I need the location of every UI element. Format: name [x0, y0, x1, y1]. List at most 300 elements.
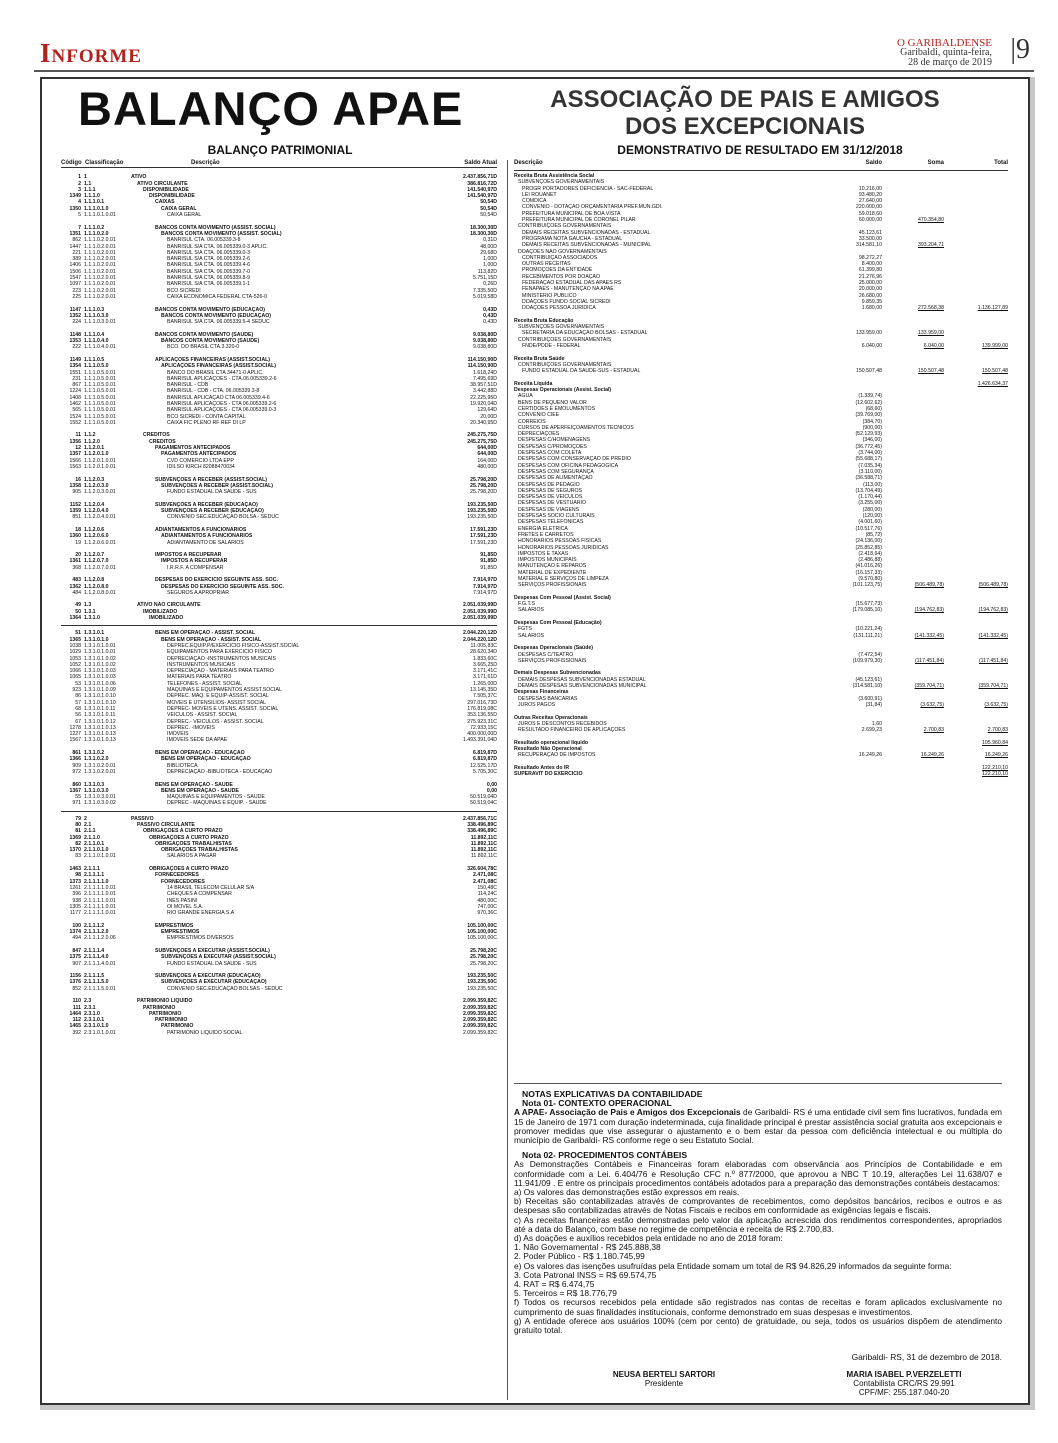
balanco-balance: 193.235,50C — [467, 973, 497, 980]
balanco-classification: 1.1.1.0.4 — [84, 331, 105, 338]
balanco-classification: 1.1.2.0.8.0 — [84, 583, 109, 590]
publication-name: O GARIBALDENSE — [896, 37, 992, 49]
balanco-code: 2 — [78, 180, 81, 187]
balanco-code: 1053 — [69, 655, 81, 662]
section-name: Informe — [40, 38, 142, 68]
balanco-description: ATIVO NÃO CIRCULANTE — [137, 602, 201, 609]
balanco-code: 1354 — [69, 363, 81, 370]
dre-description: OUTRAS RECEITAS — [522, 261, 571, 268]
balanco-description: DEPRECIAÇÃO - MATERIAIS PARA TEATRO — [167, 668, 274, 675]
balanco-description: BANRISUL APLICAÇÕES - CTA 06.005339.2-6 — [167, 400, 277, 407]
balanco-classification: 1.3.1.0.1.0 — [84, 636, 109, 643]
balanco-description: FUNDO ESTADUAL DA SAÚDE - SUS — [167, 960, 257, 967]
balanco-balance: 2.099.359,82C — [462, 1029, 497, 1036]
dre-total: 150.507,48 — [982, 368, 1008, 375]
dre-description: IMPOSTOS MUNICIPAIS — [518, 557, 577, 564]
dre-soma — [882, 771, 944, 777]
organization-title-line-2: DOS EXCEPCIONAIS — [624, 113, 866, 140]
balanco-row — [61, 1030, 497, 1036]
balanco-balance: 2.051.039,99D — [462, 602, 497, 609]
balanco-description: SUBVENÇÕES A EXECUTAR (ASSIST.SOCIAL) — [155, 947, 270, 954]
dre-description: Outras Receitas Operacionais — [514, 714, 588, 721]
balanco-description: BCO SICREDI - CONTA CAPITAL — [167, 413, 246, 420]
balanco-row — [61, 294, 497, 300]
balanco-description: OI MÓVEL S.A. — [167, 903, 204, 910]
frame-shadow-bottom — [40, 1405, 1035, 1410]
balanco-balance: 1,00D — [483, 262, 497, 269]
balanco-classification: 2.1.1.1.1.0.01 — [84, 884, 116, 891]
balanco-code: 923 — [72, 687, 81, 694]
dre-total: 16.249,26 — [984, 752, 1008, 759]
balanco-description: OBRIGAÇÕES A CURTO PRAZO — [149, 834, 229, 841]
balanco-balance: 113,82D — [477, 268, 497, 275]
balanco-balance: 7.914,97D — [473, 583, 497, 590]
dre-saldo: 6.040,00 — [861, 343, 882, 350]
balanco-classification: 2.3.1.0 — [84, 1010, 100, 1017]
balanco-balance: 17.591,23D — [470, 526, 497, 533]
dre-description: MANUTENÇÃO E REPAROS — [518, 563, 587, 570]
balanco-classification: 1.1.2.0.4.0 — [84, 508, 109, 515]
dre-saldo: (52.129,93) — [855, 431, 882, 438]
dre-saldo: (41.016,26) — [855, 563, 882, 570]
balanco-balance: 13.145,35D — [470, 687, 497, 694]
dre-saldo: 98.272,27 — [858, 254, 882, 261]
balanco-code: 19 — [75, 539, 81, 546]
balanco-balance: 38.957,51D — [470, 382, 497, 389]
balanco-balance: 400.000,00D — [467, 731, 497, 738]
dre-saldo: (16.157,33) — [855, 569, 882, 576]
dre-saldo: 9.859,35 — [861, 298, 882, 305]
balanco-description: SUBVENÇÕES A EXECUTAR (EDUCAÇÃO) — [161, 979, 267, 986]
balanco-balance: 5.705,30C — [473, 768, 497, 775]
balanco-classification: 1.3.1.0.3 — [84, 781, 105, 788]
balanco-code: 1563 — [69, 463, 81, 470]
balanco-classification: 2.1.1.1.4 — [84, 947, 105, 954]
balanco-code: 4 — [78, 199, 81, 206]
col-codigo: Código — [61, 160, 82, 166]
balanco-classification: 1.1.1.0.4.0 — [84, 338, 109, 345]
dre-description: DEPRECIAÇÕES — [518, 431, 560, 438]
balanco-classification: 1.3.1.0.1.0.12 — [84, 718, 116, 725]
balanco-code: 1366 — [69, 756, 81, 763]
dre-total: (194.762,83) — [978, 607, 1008, 614]
balanco-classification: 1.3.1.0.1.0.02 — [84, 661, 116, 668]
balanco-balance: 50,54D — [480, 212, 497, 219]
balanco-classification: 2.1.1.1.4.0 — [84, 954, 109, 961]
balanco-description: BANRISUL APLICAÇÕES - CTA 06.005339.0-3 — [167, 407, 277, 414]
signature-president — [574, 1370, 754, 1388]
balanco-balance: 338.496,89C — [467, 828, 497, 835]
balanco-description: SUBVENÇÕES A RECEBER (ASSIST.SOCIAL) — [155, 476, 268, 483]
balanco-balance: 91,85D — [480, 552, 497, 559]
dre-description: DESPESAS COM COLETA — [518, 450, 582, 457]
col-soma: Soma — [927, 160, 944, 166]
balanco-balance: 5.751,15D — [473, 275, 497, 282]
page-title: BALANÇO APAE — [78, 82, 464, 135]
balanco-classification: 1.1.1.0.1.0.01 — [84, 212, 116, 219]
balanco-classification: 1.3.1.0.2 — [84, 750, 105, 757]
balanco-code: 11 — [75, 432, 81, 439]
balanco-row — [61, 769, 497, 775]
balanco-description: PATRIMÔNIO — [155, 1017, 188, 1024]
balanco-code: 1227 — [69, 731, 81, 738]
balanco-description: DEPREC. -IMÓVEIS — [167, 724, 215, 731]
frame-shadow-right — [1030, 77, 1035, 1405]
balanco-classification: 1.1.1.0.2.0.01 — [84, 237, 116, 244]
balanco-description: OBRIGAÇÕES TRABALHISTAS — [161, 847, 238, 854]
dre-soma: (359.704,71) — [914, 683, 944, 690]
balanco-balance: 105.100,00C — [467, 935, 497, 942]
balanco-balance: 338.496,89C — [467, 821, 497, 828]
balanco-description: IMÓVEIS — [167, 731, 189, 738]
dre-total: 122.210,10 — [982, 771, 1008, 778]
balanco-code: 907 — [72, 960, 81, 967]
publication-info — [897, 38, 992, 68]
balanco-balance: 176.819,08C — [467, 705, 497, 712]
note-2-text: As Demonstrações Contábeis e Financeiras foram elaboradas com observância aos Princípios de Contabilidade e em conformidade com a Lei. 6.404/76 e Resolução CFC n.º 877/2000, que aprovou a NBC T 10.19, alterações Lei 11.638/07 e 11.941/09 . E entre os principais procedimentos contábeis adotados para a preparação das demonstrações contábeis destacamos: — [514, 1159, 1002, 1188]
balanco-description: CRÉDITOS — [143, 432, 170, 439]
dre-description: SERVIÇOS PROFISSIONAIS — [518, 657, 587, 664]
balanco-row — [61, 464, 497, 470]
balanco-description: BANRISUL - CDB - CTA. 06.005339.3-8 — [167, 388, 260, 395]
dre-saldo: (131.111,21) — [853, 632, 882, 639]
balanco-balance: 0,31D — [483, 237, 497, 244]
balanco-code: 1406 — [69, 262, 81, 269]
balanco-code: 1224 — [69, 388, 81, 395]
balanco-description: PATRIMÔNIO — [143, 1004, 176, 1011]
balanco-code: 86 — [75, 693, 81, 700]
balanco-row — [61, 615, 497, 621]
note-1-lead: A APAE- Associação de Pais e Amigos dos Excepcionais — [514, 1107, 741, 1118]
balanco-balance: 193.235,50D — [467, 508, 497, 515]
dre-description: RECUPERAÇÃO DE IMPOSTOS — [518, 752, 596, 759]
balanco-classification: 2.1.1.1.1.0.01 — [84, 903, 116, 910]
balanco-description: IMPOSTOS A RECUPERAR — [155, 552, 222, 559]
balanco-description: IMOBILIZADO — [143, 608, 178, 615]
balanco-balance: 2.044.220,12D — [462, 636, 497, 643]
balanco-description: ADIANTAMENTOS A FUNCIONÁRIOS — [155, 526, 247, 533]
page-header — [34, 30, 1034, 70]
balanco-balance: 0,43D — [483, 319, 497, 326]
balanco-balance: 11.005,83C — [470, 642, 497, 649]
balanco-code: 938 — [72, 897, 81, 904]
dre-saldo: (4.001,60) — [858, 519, 882, 526]
balanco-description: DISPONIBILIDADE — [143, 186, 189, 193]
balanco-code: 1367 — [69, 787, 81, 794]
balanco-classification: 1.1.2.0.7.0 — [84, 558, 109, 565]
balanco-description: BANCOS CONTA MOVIMENTO (EDUCAÇÃO) — [155, 306, 265, 313]
balanco-code: 1149 — [69, 356, 81, 363]
balanco-classification: 2.1.1.0.1.0.01 — [84, 853, 116, 860]
balanco-balance: 12.525,17D — [470, 762, 497, 769]
balanco-balance: 50,54D — [480, 205, 497, 212]
balanco-code: 852 — [72, 985, 81, 992]
balanco-row — [61, 590, 497, 596]
demonstrativo-row — [514, 607, 1008, 613]
balanco-description: FUNDO ESTADUAL DA SAÚDE - SUS — [167, 489, 257, 496]
dre-description: BENS DE PEQUENO VALOR — [518, 399, 587, 406]
notes-date: Garibaldi- RS, 31 de dezembro de 2018. — [851, 1352, 1002, 1362]
balanco-code: 1065 — [69, 674, 81, 681]
balanco-balance: 20.340,95D — [470, 419, 497, 426]
note-1-title: Nota 01- CONTEXTO OPERACIONAL — [522, 1098, 672, 1109]
dre-soma: 470.354,80 — [918, 217, 944, 224]
balanco-balance: 19.920,04D — [470, 400, 497, 407]
dre-description: DESPESAS C/HOMENAGENS — [518, 437, 591, 444]
balanco-classification: 2.1.1.0.1.0 — [84, 847, 109, 854]
dre-soma: 2.700,83 — [923, 727, 944, 734]
dre-saldo: (109.979,30) — [852, 657, 882, 664]
dre-saldo: (346,00) — [862, 437, 882, 444]
balanco-code: 494 — [72, 935, 81, 942]
organization-title — [520, 86, 970, 140]
explanatory-notes — [514, 1090, 1002, 1335]
balanco-description: BENS EM OPERAÇÃO - EDUCAÇÃO — [155, 750, 245, 757]
dre-saldo: 61.399,80 — [858, 267, 882, 274]
dre-description: Despesas Com Pessoal (Assist. Social) — [514, 594, 611, 601]
dre-total: (117.451,84) — [978, 657, 1008, 664]
balanco-code: 971 — [72, 800, 81, 807]
balanco-classification: 1.1.2.0.6.0.01 — [84, 539, 116, 546]
dre-saldo: (1.339,74) — [858, 393, 882, 400]
balanco-classification: 1.1.1.0.5.0 — [84, 363, 109, 370]
dre-saldo: (1.170,44) — [858, 494, 882, 501]
balanco-classification: 1.1.1.0.5 — [84, 356, 105, 363]
balanco-classification: 1.1.1.0.4.0.01 — [84, 344, 116, 351]
signature-name: NEUSA BERTELI SARTORI — [612, 1370, 716, 1379]
balanco-classification: 1.3.1.0.1.0.13 — [84, 737, 116, 744]
balanco-balance: 2.099.359,82C — [462, 1010, 497, 1017]
dre-saldo: (179.085,10) — [852, 607, 882, 614]
balanco-classification: 2.1.1.0 — [84, 834, 100, 841]
balanco-description: BENS EM OPERAÇÃO - ASSIST. SOCIAL — [155, 630, 256, 637]
dre-saldo: (55.688,17) — [855, 456, 882, 463]
dre-soma: 150.507,48 — [918, 368, 944, 375]
balanco-classification: 1.3.1.0.1.0.11 — [84, 705, 116, 712]
dre-description: MATERIAL DE EXPEDIENTE — [518, 569, 587, 576]
dre-total: (359.704,71) — [978, 683, 1008, 690]
balanco-description: PATRIMÔNIO — [161, 1023, 194, 1030]
balanco-balance: 7.505,37C — [473, 693, 497, 700]
dre-soma: 6.040,00 — [923, 343, 944, 350]
balanco-classification: 1.3.1.0.2.0.01 — [84, 768, 116, 775]
balanco-balance: 11.892,11C — [470, 847, 497, 854]
balanco-balance: 747,00C — [477, 903, 497, 910]
demonstrativo-table — [514, 160, 1008, 778]
balanco-description: INSTRUMENTOS MUSICAIS — [167, 661, 235, 668]
balanco-description: CHEQUES A COMPENSAR — [167, 891, 232, 898]
balanco-balance: 1.833,60C — [473, 655, 497, 662]
col-descricao: Descrição — [191, 160, 220, 166]
dre-description: JUROS PAGOS — [518, 701, 556, 708]
balanco-code: 55 — [75, 794, 81, 801]
dre-saldo: 59.018,60 — [858, 210, 882, 217]
balanco-balance: 245.275,75D — [467, 438, 497, 445]
balanco-code: 847 — [72, 947, 81, 954]
balanco-description: SUBVENÇÕES A EXECUTAR (ASSIST.SOCIAL) — [161, 954, 276, 961]
dre-description: Despesas Operacionais (Saúde) — [514, 645, 593, 652]
dre-description: ENERGIA ELÉTRICA — [518, 525, 568, 532]
balanco-balance: 193.235,50C — [467, 979, 497, 986]
balanco-classification: 1.3 — [84, 602, 92, 609]
balanco-balance: 105.100,00C — [467, 922, 497, 929]
note-item: b) Receitas são contabilizadas através de comprovantes de recebimentos, como depósitos bancários, recibos e outros e as despesas são contabilizadas através de Notas Fiscais e recibos em conformidade as exigências legais e fiscais. — [514, 1196, 1002, 1216]
balanco-classification: 1.3.1.0.1.0.09 — [84, 687, 116, 694]
balanco-code: 1148 — [69, 331, 81, 338]
balanco-balance: 25.798,20D — [470, 476, 497, 483]
dre-description: SALÁRIOS — [518, 607, 544, 614]
balanco-classification: 1.3.1.0.1.0.13 — [84, 724, 116, 731]
balanco-code: 53 — [75, 680, 81, 687]
balanco-balance: 5.019,58D — [473, 293, 497, 300]
balanco-description: IMÓVEIS SEDE DA APAE — [167, 737, 228, 744]
signature-accountant — [814, 1370, 994, 1397]
balanco-code: 83 — [75, 853, 81, 860]
dre-saldo: 133.959,00 — [856, 330, 882, 337]
note-item: 5. Terceiros = R$ 18.776,79 — [514, 1288, 617, 1299]
balanco-balance: 7.914,97D — [473, 577, 497, 584]
balanco-description: PATRIMONIO LIQUIDO SOCIAL — [167, 1029, 243, 1036]
balanco-balance: 326.604,78C — [467, 866, 497, 873]
balanco-row — [61, 420, 497, 426]
balanco-description: DEPREC. MÁQ. E EQUIP-ASSIST. SOCIAL — [167, 693, 269, 700]
balanco-code: 79 — [75, 815, 81, 822]
balanco-code: 1152 — [69, 501, 81, 508]
balanco-classification: 1.1.1.0.5.0.01 — [84, 407, 116, 414]
dre-description: DESPESAS DE PEDÁGIO — [518, 481, 580, 488]
balanco-balance: 17.591,23D — [470, 539, 497, 546]
dre-soma: (506.489,78) — [914, 582, 944, 589]
demonstrativo-row — [514, 658, 1008, 664]
balanco-classification: 1.1.2.0.7.0.01 — [84, 564, 116, 571]
balanco-code: 1029 — [69, 649, 81, 656]
dre-description: PROGR PORTADORES DEFICIÊNCIA - SAC-FEDERAL — [522, 185, 654, 192]
note-item: 1. Não Governamental - R$ 245.888,38 — [514, 1242, 661, 1253]
dre-description: DOAÇÕES PESSOA JURÍDICA — [522, 305, 596, 312]
dre-saldo: 16.249,26 — [858, 752, 882, 759]
dre-soma: (117.451,84) — [914, 657, 944, 664]
demonstrativo-row — [514, 771, 1008, 777]
balanco-classification: 2.1.1.0.1 — [84, 840, 105, 847]
demonstrativo-row — [514, 702, 1008, 708]
balanco-balance: 3.665,25D — [473, 661, 497, 668]
balanco-description: APLICAÇÕES FINANCEIRAS (ASSIST.SOCIAL) — [161, 363, 276, 370]
balanco-classification: 1.1.1.0.3.0 — [84, 312, 109, 319]
dre-description: Receita Bruta Saúde — [514, 355, 565, 362]
balanco-description: BANCO DO BRASIL CTA 34471-0 APLIC. — [167, 369, 264, 376]
balanco-description: MÓVEIS E UTENSÍLIOS- ASSIST SOCIAL — [167, 699, 267, 706]
balanco-classification: 1.3.1.0.1.0.03 — [84, 668, 116, 675]
dre-description: CONTRIBUIÇÕES GOVERNAMENTAIS — [518, 336, 612, 343]
dre-description: DESPESAS SÓCIO CULTURAIS — [518, 513, 595, 520]
balanco-code: 1052 — [69, 661, 81, 668]
balanco-separator — [61, 811, 497, 812]
balanco-code: 1464 — [69, 1010, 81, 1017]
balanco-description: BANRISUL S/A CTA. 06.005339.8-9 — [167, 275, 251, 282]
dre-description: Despesas Financeiras — [514, 689, 569, 696]
balanco-balance: 91,85D — [480, 564, 497, 571]
balanco-description: DEPREC.- VEÍCULOS - ASSIST. SOCIAL — [167, 718, 264, 725]
balanco-row — [61, 565, 497, 571]
balanco-description: EMPRÉSTIMOS DIVERSOS — [167, 935, 234, 942]
balanco-classification: 1.1.2.0.4 — [84, 501, 105, 508]
balanco-classification: 1.3.1.0.1.0.01 — [84, 642, 116, 649]
balanco-code: 111 — [72, 1004, 81, 1011]
dre-description: CONTRIBUIÇÕES GOVERNAMENTAIS — [518, 361, 612, 368]
balanco-description: PATRIMÔNIO — [149, 1010, 182, 1017]
dre-saldo: 21.276,96 — [858, 273, 882, 280]
balanco-code: 1375 — [69, 954, 81, 961]
balanco-code: 484 — [72, 589, 81, 596]
balanco-description: BANRISUL S/A CTA. 06.005339.0-3 — [167, 249, 251, 256]
balanco-classification: 2.1.1.1 — [84, 866, 100, 873]
dre-description: DESPESAS DE SEGUROS — [518, 487, 582, 494]
balanco-balance: 9.038,80D — [473, 344, 497, 351]
balanco-code: 51 — [75, 630, 81, 637]
balanco-code: 100 — [72, 922, 81, 929]
dre-description: JUROS E DESCONTOS RECEBIDOS — [518, 720, 607, 727]
balanco-classification: 1.1.1.0.5.0.01 — [84, 413, 116, 420]
dre-description: COMDICA — [522, 198, 547, 205]
dre-description: DOAÇÕES FUNDO SOCIAL SICREDI — [522, 298, 611, 305]
balanco-classification: 1 — [84, 174, 87, 181]
balanco-description: MATERIAIS PARA TEATRO — [167, 674, 232, 681]
balanco-balance: 0,00 — [486, 787, 497, 794]
demonstrativo-row — [514, 633, 1008, 639]
balanco-description: BANCOS CONTA MOVIMENTO (ASSIST. SOCIAL) — [161, 230, 282, 237]
balanco-classification: 2.3 — [84, 998, 92, 1005]
balanco-code: 7 — [78, 224, 81, 231]
demonstrativo-body — [514, 173, 1008, 778]
balanco-description: BANRISUL - CDB — [167, 382, 209, 389]
balanco-code: 81 — [75, 828, 81, 835]
dre-saldo: (13.704,49) — [855, 487, 882, 494]
balanco-description: SUBVENÇÕES A RECEBER (ASSIST.SOCIAL) — [161, 482, 274, 489]
balanco-description: BENS EM OPERAÇÃO - SAÚDE — [155, 781, 233, 788]
note-item: 2. Poder Público - R$ 1.180.745,99 — [514, 1251, 645, 1262]
balanco-code: 1374 — [69, 929, 81, 936]
balanco-balance: 193.235,50D — [467, 501, 497, 508]
dre-description: SUPERAVIT DO EXERCICIO — [514, 771, 583, 778]
balanco-classification: 1.1.2.0.7 — [84, 552, 105, 559]
balanco-description: OBRIGAÇÕES A CURTO PRAZO — [143, 828, 223, 835]
dre-description: FRETES E CARRETOS — [518, 531, 574, 538]
col-classificacao: Classificação — [85, 160, 124, 166]
balanco-description: PASSIVO — [131, 815, 154, 822]
balanco-description: DEPREC - MÁQUINAS E EQUIP. - SAÚDE — [167, 800, 267, 807]
balanco-description: ADIANTAMENTOS A FUNCIONÁRIOS — [161, 533, 253, 540]
balanco-classification: 1.1.1.0.3 — [84, 306, 105, 313]
balanco-description: DESPESAS DO EXERCÍCIO SEGUINTE ASS. SOC. — [161, 583, 284, 590]
balanco-balance: 0,00 — [486, 781, 497, 788]
balanco-classification: 2.1.1 — [84, 828, 96, 835]
dre-saldo: 10.216,00 — [858, 185, 882, 192]
balanco-code: 1305 — [69, 903, 81, 910]
dre-description: DEMAIS RECEITAS SUBVENCIONADAS - ESTADUAL — [522, 229, 651, 236]
balanco-balance: 50.519,04C — [470, 800, 497, 807]
balanco-code: 50 — [75, 608, 81, 615]
balanco-code: 1524 — [69, 413, 81, 420]
balanco-balance: 114,24C — [477, 891, 497, 898]
balanco-description: MÁQUINAS E EQUIPAMENTOS - SAÚDE — [167, 794, 265, 801]
balanco-balance: 129,64D — [477, 407, 497, 414]
balanco-description: IMOBILIZADO — [149, 615, 184, 622]
balanco-code: 110 — [72, 998, 81, 1005]
balanco-description: FORNECEDORES — [161, 878, 205, 885]
balanco-code: 1350 — [69, 205, 81, 212]
balanco-row — [61, 737, 497, 743]
balanco-classification: 1.1.1.0.5.0.01 — [84, 369, 116, 376]
